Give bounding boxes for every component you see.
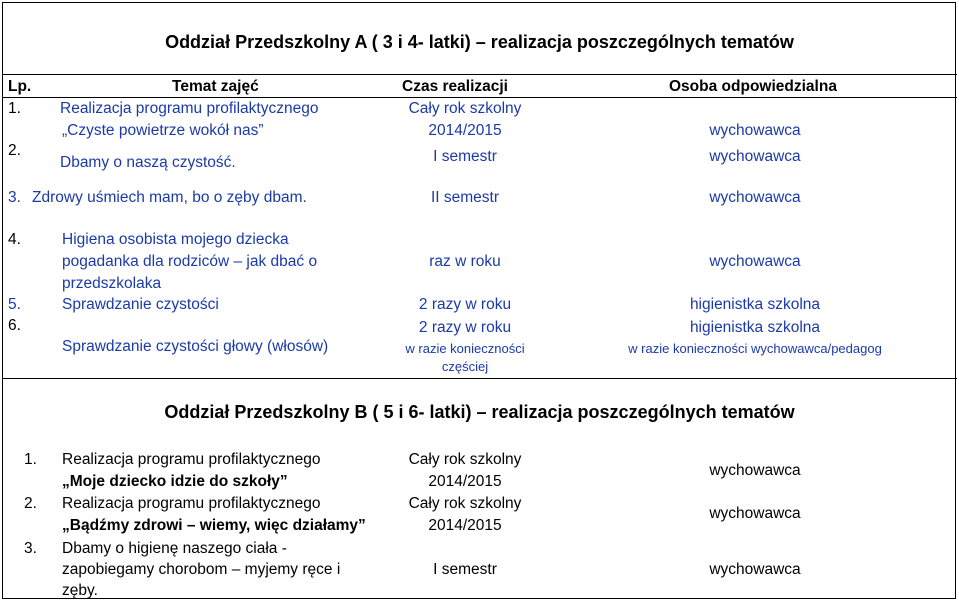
- time-line: 2 razy w roku: [418, 296, 512, 313]
- time-line: 2014/2015: [428, 517, 502, 534]
- row-number: 6.: [8, 317, 21, 334]
- row-number: 2.: [8, 142, 21, 159]
- responsible-person: higienistka szkolna: [689, 319, 821, 336]
- topic-line: Realizacja programu profilaktycznego: [62, 451, 321, 468]
- time-line: Cały rok szkolny: [408, 495, 522, 512]
- time-line: 2 razy w roku: [418, 319, 512, 336]
- time-line: 2014/2015: [428, 473, 502, 490]
- row-number: 1.: [8, 100, 21, 117]
- responsible-person: wychowawca: [709, 561, 801, 578]
- header-lp: Lp.: [8, 78, 32, 95]
- section-divider: [2, 378, 957, 379]
- topic-line: „Czyste powietrze wokół nas”: [62, 122, 264, 139]
- row-number: 4.: [8, 231, 21, 248]
- row-number: 1.: [24, 451, 37, 468]
- topic-line: Sprawdzanie czystości głowy (włosów): [62, 338, 329, 355]
- time-line: Cały rok szkolny: [408, 100, 522, 117]
- responsible-person: wychowawca: [709, 122, 801, 139]
- topic-line: zęby.: [62, 582, 98, 599]
- topic-line: Realizacja programu profilaktycznego: [62, 495, 321, 512]
- time-line: II semestr: [430, 189, 500, 206]
- responsible-person: wychowawca: [709, 505, 801, 522]
- time-note: w razie konieczności: [405, 341, 525, 356]
- topic-line: Zdrowy uśmiech mam, bo o zęby dbam.: [32, 189, 307, 206]
- topic-line: „Moje dziecko idzie do szkoły”: [62, 473, 288, 490]
- time-line: 2014/2015: [428, 122, 502, 139]
- topic-line: Higiena osobista mojego dziecka: [62, 231, 289, 248]
- section-a-title: Oddział Przedszkolny A ( 3 i 4- latki) – realizacja poszczególnych tematów: [165, 32, 794, 52]
- responsible-note: w razie konieczności wychowawca/pedagog: [628, 341, 882, 356]
- row-number: 2.: [24, 495, 37, 512]
- topic-line: zapobiegamy chorobom – myjemy ręce i: [62, 561, 341, 578]
- responsible-person: higienistka szkolna: [689, 296, 821, 313]
- topic-line: Realizacja programu profilaktycznego: [60, 100, 319, 117]
- responsible-person: wychowawca: [709, 189, 801, 206]
- responsible-person: wychowawca: [709, 253, 801, 270]
- topic-line: Sprawdzanie czystości: [62, 296, 219, 313]
- row-number: 3.: [24, 540, 37, 557]
- section-b-title: Oddział Przedszkolny B ( 5 i 6- latki) – realizacja poszczególnych tematów: [164, 402, 795, 422]
- row-number: 3.: [8, 189, 21, 206]
- responsible-person: wychowawca: [709, 462, 801, 479]
- row-number: 5.: [8, 296, 21, 313]
- header-topic: Temat zajęć: [172, 78, 259, 95]
- time-line: raz w roku: [429, 253, 501, 270]
- topic-line: pogadanka dla rodziców – jak dbać o: [62, 253, 318, 270]
- divider: [2, 74, 957, 75]
- topic-line: przedszkolaka: [62, 275, 162, 292]
- header-person: Osoba odpowiedzialna: [669, 78, 837, 95]
- time-note: częściej: [441, 359, 489, 374]
- topic-line: „Bądźmy zdrowi – wiemy, więc działamy”: [62, 517, 366, 534]
- header-time: Czas realizacji: [402, 78, 508, 95]
- topic-line: Dbamy o naszą czystość.: [60, 154, 236, 171]
- responsible-person: wychowawca: [709, 148, 801, 165]
- time-line: Cały rok szkolny: [408, 451, 522, 468]
- topic-line: Dbamy o higienę naszego ciała -: [62, 540, 287, 557]
- time-line: I semestr: [433, 561, 497, 578]
- time-line: I semestr: [433, 148, 497, 165]
